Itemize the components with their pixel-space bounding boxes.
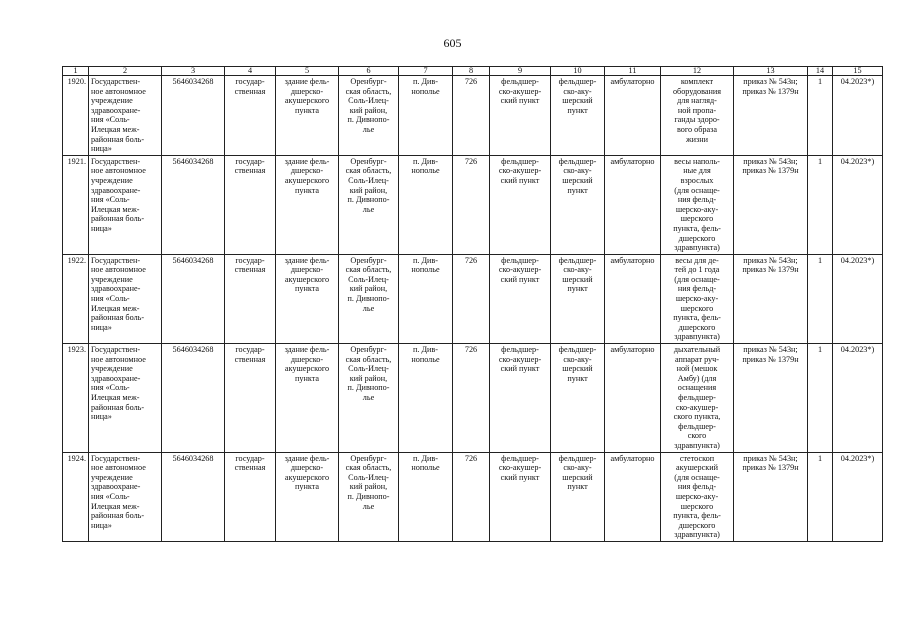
- equipment-cell: весы наполь- ные для взрослых (для оснаще- ния фельд- шерско-аку- шерского пункта, фель- дшерского здравпункта): [673, 156, 721, 253]
- equipment-table: [62, 66, 883, 542]
- building-cell: здание фель- дшерско- акушерского пункта: [284, 255, 330, 294]
- organization-name: Государствен- ное автономное учреждение здравоохране- ния «Соль- Илецкая меж- районная боль- ница»: [91, 77, 146, 154]
- code-cell: 726: [453, 76, 490, 156]
- column-header: 10: [551, 67, 605, 76]
- care-type-cell: амбулаторно: [605, 344, 661, 453]
- column-header: 13: [734, 67, 808, 76]
- column-header: 14: [808, 67, 833, 76]
- ownership-cell: государ- ственная: [234, 156, 266, 176]
- unit-name-cell: фельдшер- ско-аку- шерский пункт: [558, 77, 597, 115]
- equipment-cell: весы для де- тей до 1 года (для оснаще- ния фельд- шерско-аку- шерского пункта, фель- дшерского здравпункта): [673, 255, 721, 342]
- table-row: [63, 155, 883, 254]
- date-cell: 04.2023*): [833, 254, 883, 343]
- address-cell: Оренбург- ская область, Соль-Илец- кий район, п. Дивнопо- лье: [345, 453, 392, 511]
- orders-cell: приказ № 543н; приказ № 1379н: [742, 255, 799, 275]
- equipment-cell: дыхательный аппарат руч- ной (мешок Амбу) (для оснащения фельдшер- ско-акушер- ского пункта, фельдшер- ского здравпункта): [673, 345, 721, 450]
- table-row: [63, 344, 883, 453]
- row-number: 1922.: [63, 254, 89, 343]
- organization-name: Государствен- ное автономное учреждение здравоохране- ния «Соль- Илецкая меж- районная боль- ница»: [91, 255, 146, 332]
- row-number: 1923.: [63, 344, 89, 453]
- page-number: 605: [443, 36, 462, 50]
- quantity-cell: 1: [808, 344, 833, 453]
- address-cell: Оренбург- ская область, Соль-Илец- кий район, п. Дивнопо- лье: [345, 77, 392, 134]
- orders-cell: приказ № 543н; приказ № 1379н: [742, 345, 799, 364]
- unit-name-cell: фельдшер- ско-аку- шерский пункт: [558, 255, 597, 294]
- care-type-cell: амбулаторно: [605, 155, 661, 254]
- table-row: [63, 452, 883, 541]
- ownership-cell: государ- ственная: [234, 255, 266, 275]
- table-row: [63, 76, 883, 156]
- orders-cell: приказ № 543н; приказ № 1379н: [742, 156, 799, 176]
- care-type-cell: амбулаторно: [605, 254, 661, 343]
- address-cell: Оренбург- ская область, Соль-Илец- кий район, п. Дивнопо- лье: [345, 345, 392, 402]
- inn-cell: 5646034268: [162, 344, 225, 453]
- inn-cell: 5646034268: [162, 452, 225, 541]
- organization-name: Государствен- ное автономное учреждение здравоохране- ния «Соль- Илецкая меж- районная боль- ница»: [91, 453, 146, 530]
- address-cell: Оренбург- ская область, Соль-Илец- кий район, п. Дивнопо- лье: [345, 255, 392, 313]
- code-cell: 726: [453, 452, 490, 541]
- column-header: 12: [661, 67, 734, 76]
- unit-type-cell: фельдшер- ско-акушер- ский пункт: [498, 345, 542, 374]
- care-type-cell: амбулаторно: [605, 452, 661, 541]
- date-cell: 04.2023*): [833, 76, 883, 156]
- column-header: 4: [225, 67, 276, 76]
- building-cell: здание фель- дшерско- акушерского пункта: [284, 345, 330, 383]
- unit-name-cell: фельдшер- ско-аку- шерский пункт: [558, 156, 597, 195]
- settlement-cell: п. Див- нополье: [411, 156, 440, 176]
- ownership-cell: государ- ственная: [234, 345, 266, 364]
- quantity-cell: 1: [808, 155, 833, 254]
- inn-cell: 5646034268: [162, 254, 225, 343]
- settlement-cell: п. Див- нополье: [411, 345, 440, 364]
- column-header: 1: [63, 67, 89, 76]
- table-row: [63, 254, 883, 343]
- quantity-cell: 1: [808, 76, 833, 156]
- row-number: 1921.: [63, 155, 89, 254]
- quantity-cell: 1: [808, 452, 833, 541]
- code-cell: 726: [453, 344, 490, 453]
- code-cell: 726: [453, 254, 490, 343]
- unit-name-cell: фельдшер- ско-аку- шерский пункт: [558, 453, 597, 492]
- column-header: 11: [605, 67, 661, 76]
- date-cell: 04.2023*): [833, 155, 883, 254]
- header-row: [63, 67, 883, 76]
- organization-name: Государствен- ное автономное учреждение здравоохране- ния «Соль- Илецкая меж- районная боль- ница»: [91, 345, 146, 422]
- code-cell: 726: [453, 155, 490, 254]
- unit-type-cell: фельдшер- ско-акушер- ский пункт: [498, 77, 542, 106]
- organization-name: Государствен- ное автономное учреждение здравоохране- ния «Соль- Илецкая меж- районная боль- ница»: [91, 156, 146, 233]
- orders-cell: приказ № 543н; приказ № 1379н: [742, 453, 799, 473]
- building-cell: здание фель- дшерско- акушерского пункта: [284, 453, 330, 492]
- unit-type-cell: фельдшер- ско-акушер- ский пункт: [498, 156, 542, 185]
- equipment-cell: комплект оборудования для нагляд- ной пропа- ганды здоро- вого образа жизни: [672, 77, 722, 144]
- ownership-cell: государ- ственная: [234, 77, 266, 96]
- column-header: 15: [833, 67, 883, 76]
- settlement-cell: п. Див- нополье: [411, 255, 440, 275]
- address-cell: Оренбург- ская область, Соль-Илец- кий район, п. Дивнопо- лье: [345, 156, 392, 214]
- row-number: 1924.: [63, 452, 89, 541]
- building-cell: здание фель- дшерско- акушерского пункта: [284, 156, 330, 195]
- equipment-cell: стетоскоп акушерский (для оснаще- ния фельд- шерско-аку- шерского пункта, фель- дшерского здравпункта): [673, 453, 721, 540]
- column-header: 3: [162, 67, 225, 76]
- building-cell: здание фель- дшерско- акушерского пункта: [284, 77, 330, 115]
- date-cell: 04.2023*): [833, 452, 883, 541]
- settlement-cell: п. Див- нополье: [411, 77, 440, 96]
- unit-name-cell: фельдшер- ско-аку- шерский пункт: [558, 345, 597, 383]
- orders-cell: приказ № 543н; приказ № 1379н: [742, 77, 799, 96]
- inn-cell: 5646034268: [162, 155, 225, 254]
- column-header: 6: [339, 67, 399, 76]
- column-header: 2: [89, 67, 162, 76]
- column-header: 7: [399, 67, 453, 76]
- date-cell: 04.2023*): [833, 344, 883, 453]
- quantity-cell: 1: [808, 254, 833, 343]
- row-number: 1920.: [63, 76, 89, 156]
- settlement-cell: п. Див- нополье: [411, 453, 440, 473]
- column-header: 8: [453, 67, 490, 76]
- ownership-cell: государ- ственная: [234, 453, 266, 473]
- column-header: 9: [490, 67, 551, 76]
- inn-cell: 5646034268: [162, 76, 225, 156]
- unit-type-cell: фельдшер- ско-акушер- ский пункт: [498, 453, 542, 482]
- unit-type-cell: фельдшер- ско-акушер- ский пункт: [498, 255, 542, 284]
- column-header: 5: [276, 67, 339, 76]
- care-type-cell: амбулаторно: [605, 76, 661, 156]
